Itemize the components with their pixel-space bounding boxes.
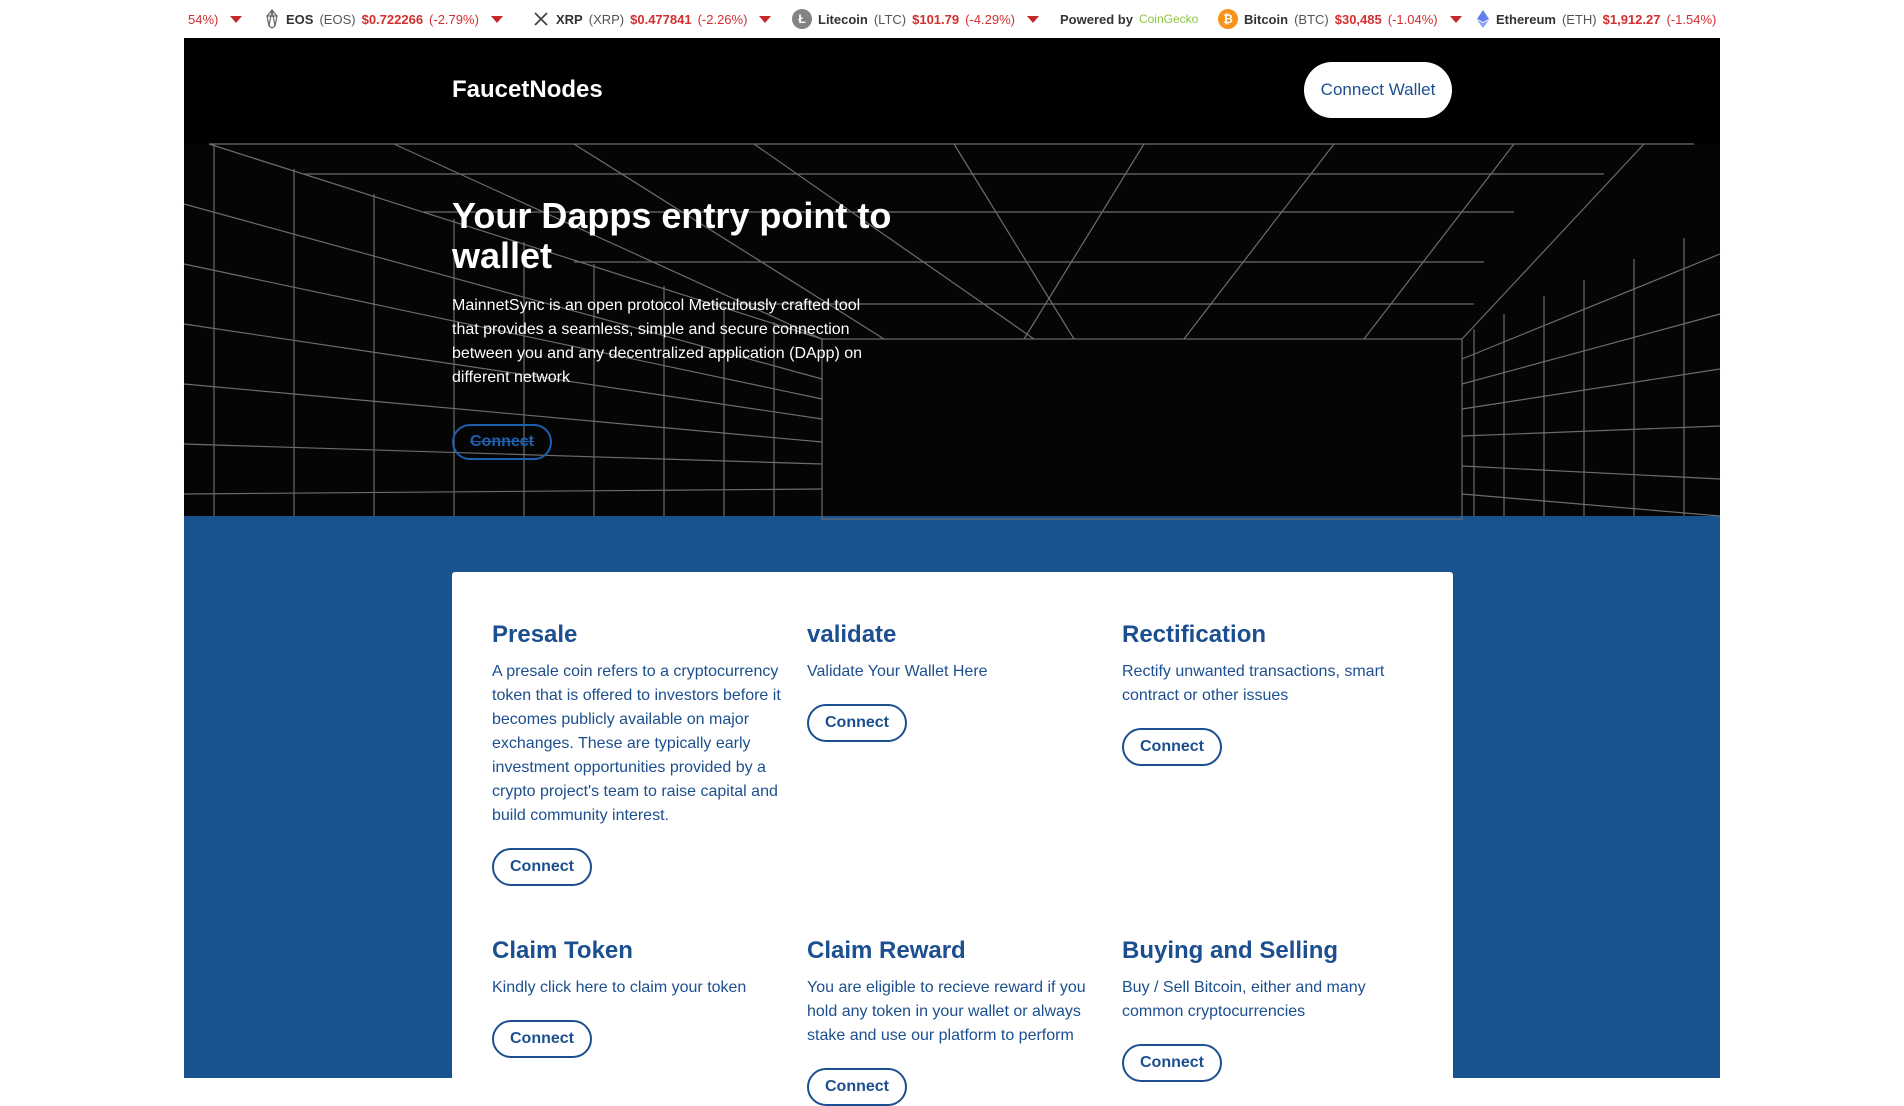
service-title: Buying and Selling [1122, 937, 1339, 964]
eos-icon [264, 9, 280, 29]
service-title: Rectification [1122, 621, 1267, 648]
caret-down-icon [1450, 16, 1462, 23]
xrp-icon [532, 10, 550, 28]
presale-connect-button[interactable]: Connect [492, 848, 592, 886]
hero-title: Your Dapps entry point to wallet [452, 195, 892, 276]
ticker-price: $0.722266 [361, 11, 424, 27]
ethereum-icon [1476, 9, 1490, 29]
service-description: A presale coin refers to a cryptocurrency token that is offered to investors before it becomes publicly available on major exchanges. These are typically early investment opportunities provided by a crypto project's team to raise capital and build community interest. [492, 663, 781, 824]
services-card [452, 572, 1453, 1095]
ticker-price: $30,485 [1334, 11, 1382, 27]
ticker-item-litecoin[interactable] [792, 0, 1039, 38]
caret-down-icon [491, 16, 503, 23]
service-presale [492, 620, 787, 886]
hero-section [184, 144, 1720, 516]
service-description: Kindly click here to claim your token [492, 979, 747, 996]
service-description: Rectify unwanted transactions, smart contract or other issues [1122, 663, 1385, 704]
ticker-change: (-1.54%) [1666, 11, 1717, 27]
hero-description: MainnetSync is an open protocol Meticulously crafted tool that provides a seamless, simple and secure connection between you and any decentralized application (DApp) on different network [452, 297, 863, 386]
perspective-grid-background [184, 144, 1720, 516]
service-description: You are eligible to recieve reward if you hold any token in your wallet or always stake and use our platform to perform [807, 979, 1086, 1044]
claim-reward-connect-button[interactable]: Connect [807, 1068, 907, 1106]
service-rectification [1122, 620, 1417, 766]
service-buying-selling [1122, 936, 1417, 1082]
powered-by-label: Powered by [1060, 11, 1133, 27]
ticker-symbol: (ETH) [1561, 11, 1597, 27]
ticker-change: (-2.79%) [429, 11, 479, 27]
price-ticker [184, 0, 1720, 38]
validate-connect-button[interactable]: Connect [807, 704, 907, 742]
ticker-name: EOS [286, 11, 314, 27]
ticker-name: Bitcoin [1244, 11, 1289, 27]
caret-down-icon [759, 16, 771, 23]
ticker-symbol: (LTC) [873, 11, 907, 27]
ticker-item-eos[interactable] [264, 0, 503, 38]
page-frame [184, 0, 1720, 1095]
ticker-symbol: (EOS) [319, 11, 356, 27]
caret-down-icon [1027, 16, 1039, 23]
bitcoin-icon: ₿ [1218, 9, 1238, 29]
service-title: Claim Reward [807, 937, 966, 964]
ticker-name: XRP [556, 11, 583, 27]
ticker-change: (-1.04%) [1387, 11, 1438, 27]
claim-token-connect-button[interactable]: Connect [492, 1020, 592, 1058]
litecoin-icon: Ł [792, 9, 812, 29]
ticker-change: (-4.29%) [965, 11, 1015, 27]
ticker-name: Litecoin [818, 11, 868, 27]
ticker-name: Ethereum [1496, 11, 1556, 27]
service-claim-reward [807, 936, 1102, 1106]
service-description: Validate Your Wallet Here [807, 663, 988, 680]
service-title: Claim Token [492, 937, 633, 964]
connect-wallet-button[interactable]: Connect Wallet [1304, 62, 1452, 118]
service-description: Buy / Sell Bitcoin, either and many common cryptocurrencies [1122, 979, 1366, 1020]
ticker-item-xrp[interactable] [532, 0, 771, 38]
ticker-price: $101.79 [912, 11, 960, 27]
site-header [184, 38, 1720, 144]
hero-connect-button[interactable]: Connect [452, 424, 552, 460]
ticker-price: $1,912.27 [1602, 11, 1661, 27]
rectification-connect-button[interactable]: Connect [1122, 728, 1222, 766]
caret-down-icon [230, 16, 242, 23]
service-title: validate [807, 621, 897, 648]
coingecko-link[interactable]: CoinGecko [1138, 12, 1199, 26]
service-claim-token [492, 936, 787, 1058]
service-title: Presale [492, 621, 578, 648]
service-validate [807, 620, 1102, 742]
buying-selling-connect-button[interactable]: Connect [1122, 1044, 1222, 1082]
ticker-symbol: (BTC) [1294, 11, 1329, 27]
ticker-price: $0.477841 [630, 11, 692, 27]
ticker-symbol: (XRP) [588, 11, 625, 27]
ticker-item-bitcoin[interactable] [1218, 0, 1462, 38]
ticker-item-ethereum[interactable] [1476, 0, 1716, 38]
site-logo[interactable]: FaucetNodes [452, 76, 603, 103]
ticker-change: (-2.26%) [697, 11, 748, 27]
ticker-item-partial [188, 0, 242, 38]
ticker-change: 54%) [188, 11, 219, 27]
powered-by[interactable] [1060, 0, 1198, 38]
